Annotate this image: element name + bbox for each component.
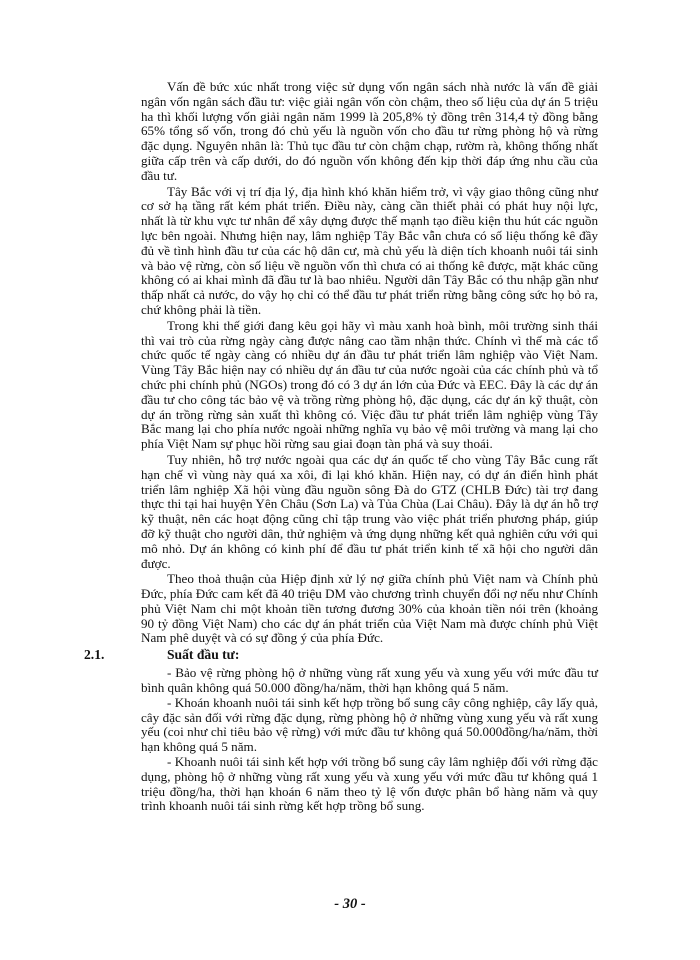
list-item: - Khoán khoanh nuôi tái sinh kết hợp trồng bổ sung cây công nghiệp, cây lấy quả, cây đặc sản đối với rừng đặc dụng, rừng phòng hộ ở những vùng xung yếu và rất xung yếu (coi như chỉ tiêu bảo vệ rừng) với mức đầu tư không quá 50.000đồng/ha/năm, thời hạn không quá 5 năm. bbox=[141, 694, 598, 755]
paragraph-debt-agreement: Theo thoả thuận của Hiệp định xử lý nợ giữa chính phủ Việt nam và Chính phủ Đức, phía Đức cam kết đã 40 triệu DM vào chương trình chuyển đổi nợ nếu như Chính phủ Việt Nam chi một khoản tiền tương đương 30% của khoản tiền nói trên (khoảng 90 tỷ đồng Việt Nam) cho các dự án phát triển của Việt Nam mà được chính phủ Việt Nam phê duyệt và có sự đồng ý của phía Đức. bbox=[141, 571, 598, 646]
paragraph-budget-disbursement: Vấn đề bức xúc nhất trong việc sử dụng vốn ngân sách nhà nước là vấn đề giải ngân vốn ngân sách đầu tư: việc giải ngân vốn còn chậm, theo số liệu của dự án 5 triệu ha thì khối lượng vốn giải ngân năm 1999 là 205,8% tỷ đồng trên 314,4 tỷ đồng bằng 65% tổng số vốn, trong đó chủ yếu là nguồn vốn cho đầu tư rừng phòng hộ và rừng đặc dụng. Nguyên nhân là: Thủ tục đầu tư còn chậm chạp, rườm rà, không thống nhất giữa cấp trên và cấp dưới, do đó nguồn vốn không đến kịp thời đáp ứng nhu cầu của đầu tư. bbox=[141, 79, 598, 183]
list-item: - Khoanh nuôi tái sinh kết hợp với trồng bổ sung cây lâm nghiệp đối với rừng đặc dụng, phòng hộ ở những vùng rất xung yếu và xung yếu với mức đầu tư không quá 1 triệu đồng/ha, thời hạn khoán 6 năm theo tỷ lệ vốn được phân bổ hàng năm và quy trình khoanh nuôi tái sinh rừng kết hợp trồng bổ sung. bbox=[141, 754, 598, 814]
section-title: Suất đầu tư: bbox=[167, 647, 240, 663]
body-text bbox=[84, 79, 598, 814]
paragraph-tay-bac-location: Tây Bắc với vị trí địa lý, địa hình khó khăn hiểm trở, vì vậy giao thông cũng như cơ sở hạ tầng rất kém phát triển. Điều này, càng cần thiết phải có phát huy nội lực, nhất là từ khu vực tư nhân để xây dựng được thế mạnh tạo điều kiện thu hút các nguồn lực bên ngoài. Nhưng hiện nay, lâm nghiệp Tây Bắc vẫn chưa có số liệu thống kê đầy đủ về tình hình đầu tư của các hộ dân cư, mà chủ yếu là diện tích khoanh nuôi tái sinh và bảo vệ rừng, còn số liệu về nguồn vốn thì chưa có ai thống kê được, mặt khác cũng không có ai khai mình đã đầu tư là bao nhiêu. Người dân Tây Bắc có thu nhập gần như thấp nhất cả nước, do vậy họ chỉ có thể đầu tư phát triển rừng bằng công sức họ bỏ ra, chứ không phải là tiền. bbox=[141, 183, 598, 317]
section-heading bbox=[84, 647, 598, 665]
section-number: 2.1. bbox=[84, 647, 105, 663]
list-item: - Bảo vệ rừng phòng hộ ở những vùng rất xung yếu và xung yếu với mức đầu tư bình quân không quá 50.000 đồng/ha/năm, thời hạn không quá 5 năm. bbox=[141, 665, 598, 696]
paragraph-international-projects: Trong khi thế giới đang kêu gọi hãy vì màu xanh hoà bình, môi trường sinh thái thì vai trò của rừng ngày càng được nâng cao tầm nhận thức. Chính vì thế mà các tổ chức quốc tế ngày càng có nhiều dự án đầu tư phát triển lâm nghiệp vào Việt Nam. Vùng Tây Bắc hiện nay có nhiều dự án đầu tư của nước ngoài của các chính phủ và tổ chức phi chính phủ (NGOs) trong đó có 3 dự án lớn của Đức và EEC. Đây là các dự án đầu tư cho công tác bảo vệ và trồng rừng phòng hộ, đặc dụng, các dự án kỹ thuật, còn dự án trồng rừng sản xuất thì không có. Việc đầu tư phát triển lâm nghiệp vùng Tây Bắc mang lại cho phía nước ngoài những nghĩa vụ bảo vệ môi trường và mang lại cho phía Việt Nam sự phục hồi rừng sau giai đoạn tàn phá và suy thoái. bbox=[141, 317, 598, 452]
page-number: - 30 - bbox=[334, 896, 366, 912]
paragraph-foreign-support: Tuy nhiên, hỗ trợ nước ngoài qua các dự án quốc tế cho vùng Tây Bắc cung rất hạn chế vì vùng này quá xa xôi, đi lại khó khăn. Hiện nay, có dự án điển hình phát triển lâm nghiệp Xã hội vùng đầu nguồn sông Đà do GTZ (CHLB Đức) tài trợ đang thực thi tại hai huyện Yên Châu (Sơn La) và Tủa Chùa (Lai Châu). Đây là dự án hỗ trợ kỹ thuật, nên các hoạt động cũng chỉ tập trung vào việc phát triển phương pháp, giúp đỡ kỹ thuật cho người dân, thử nghiệm và ứng dụng những kết quả nghiên cứu với qui mô nhỏ. Dự án không có kinh phí để đầu tư phát triển kinh tế xã hội cho người dân được. bbox=[141, 451, 598, 571]
